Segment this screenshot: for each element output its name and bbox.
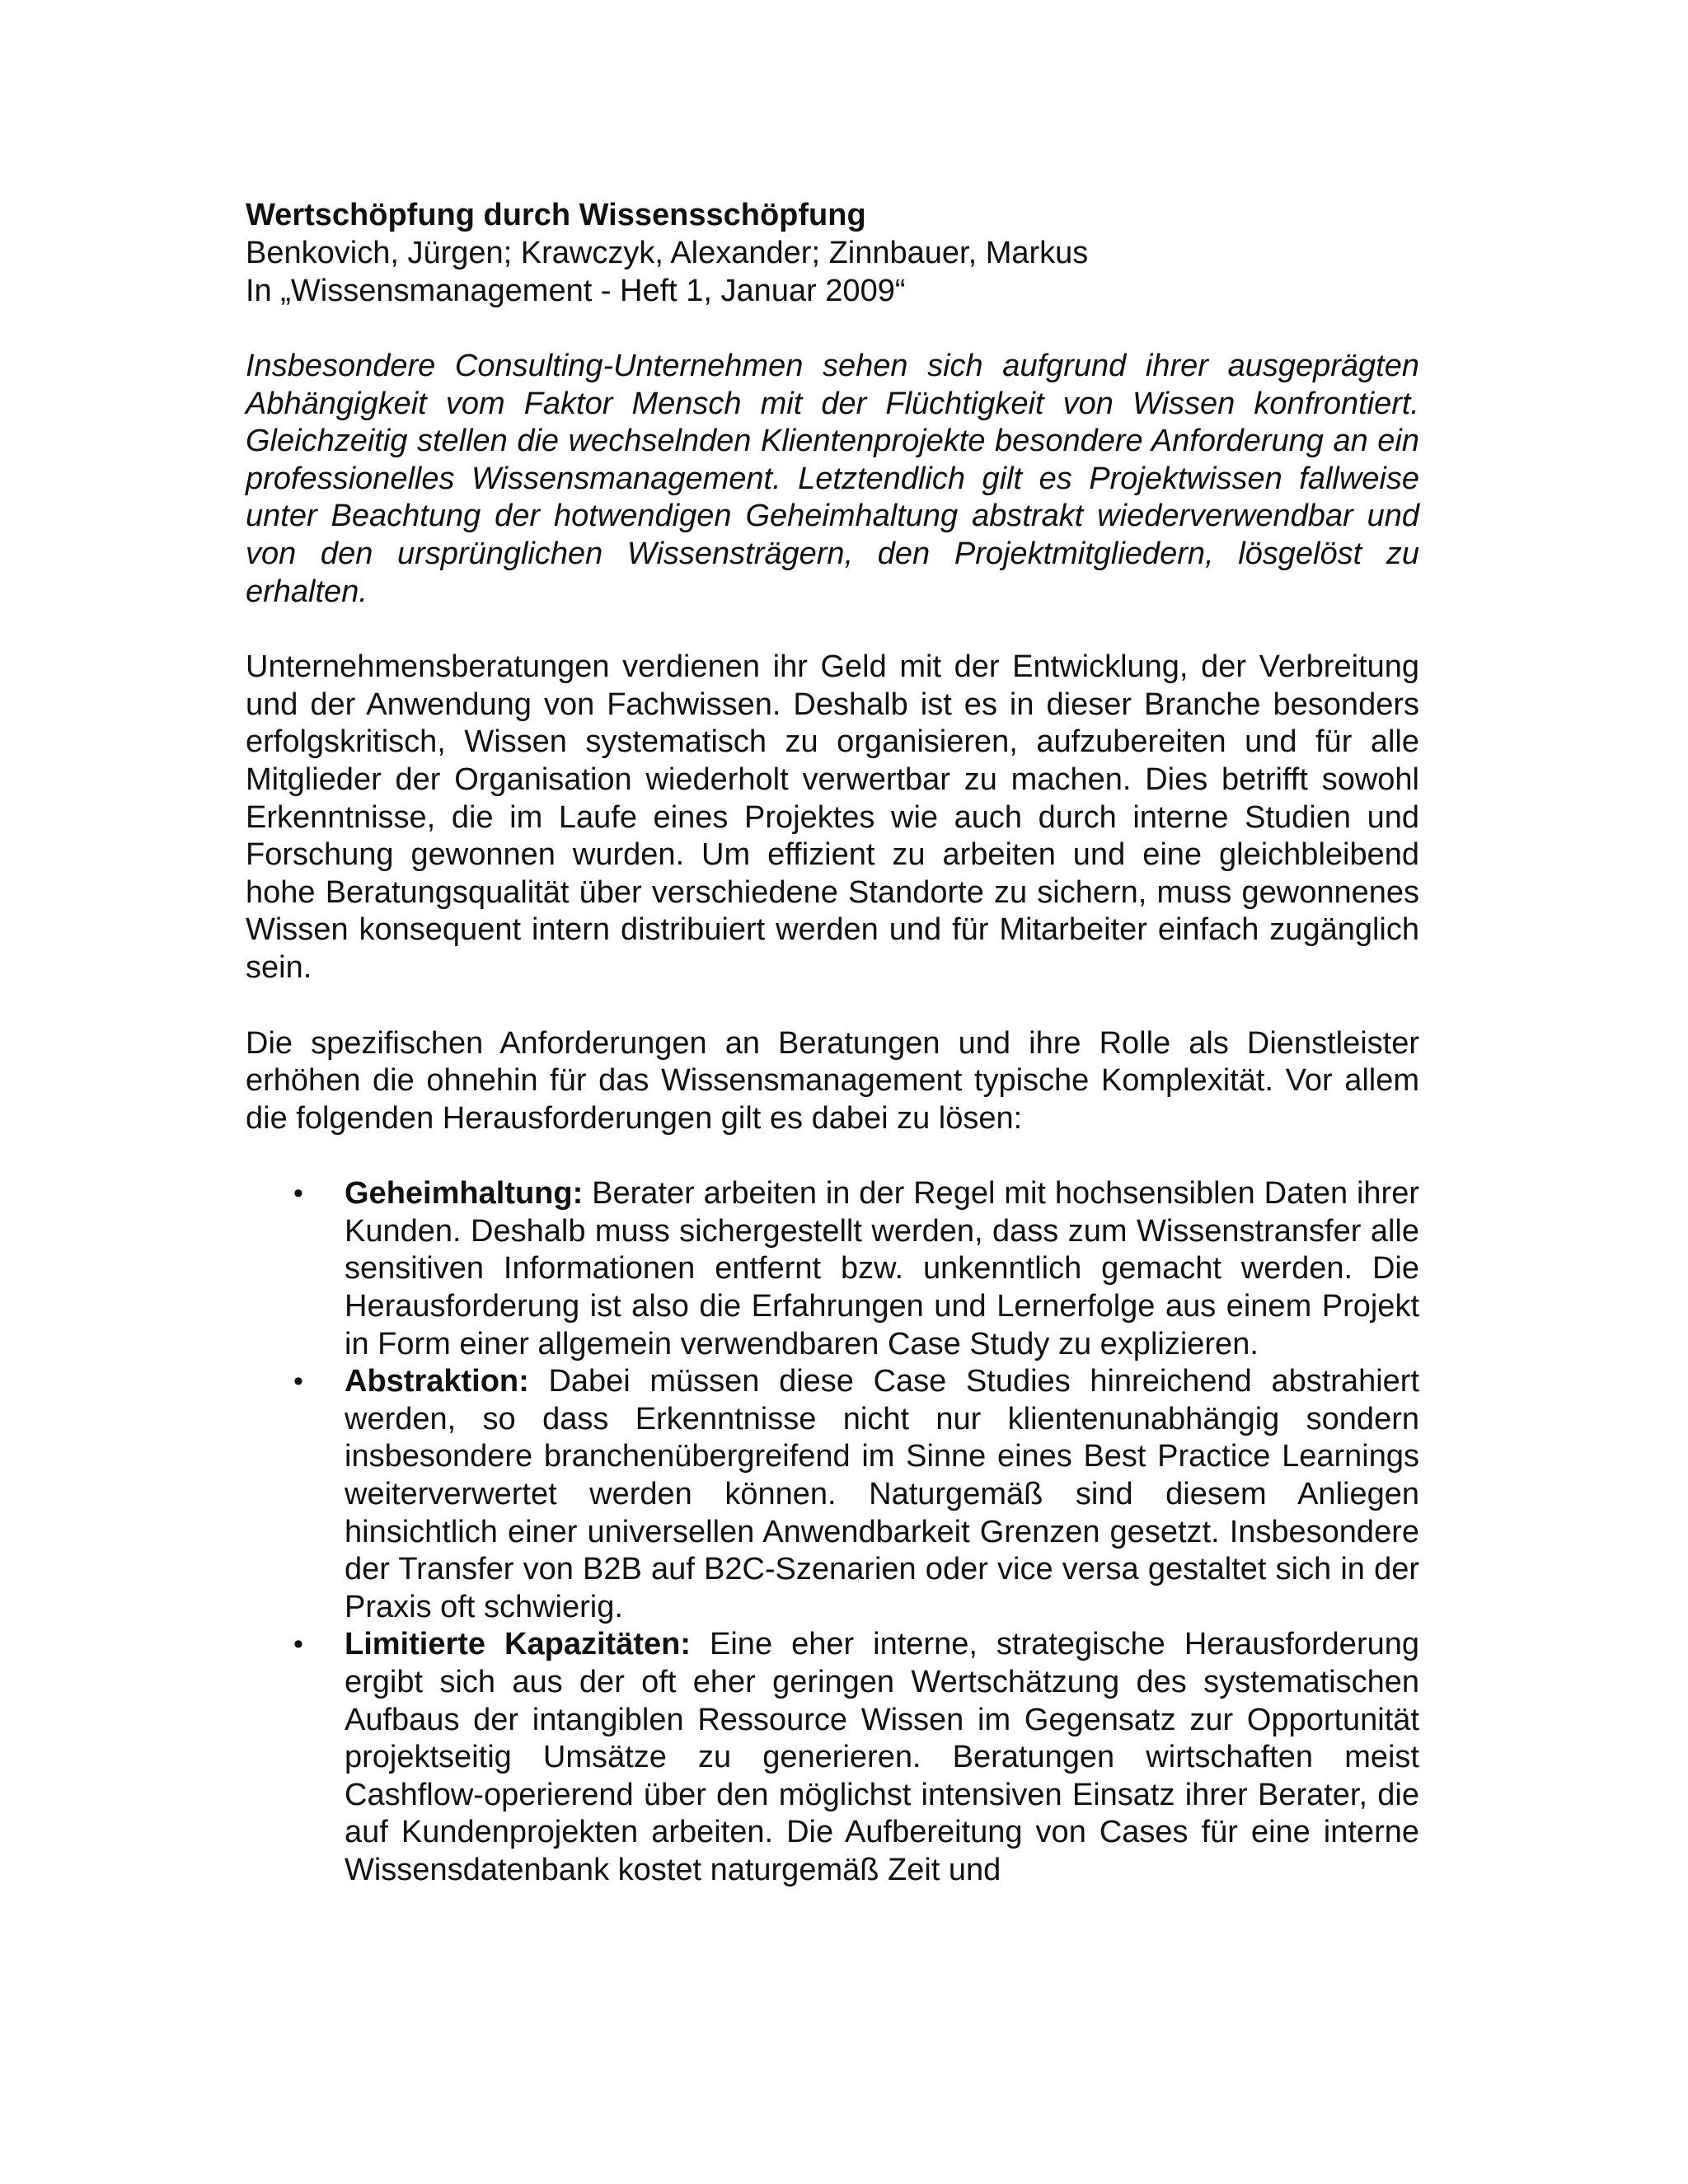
article-title: Wertschöpfung durch Wissensschöpfung <box>246 198 866 232</box>
challenge-term: Abstraktion: <box>345 1364 529 1399</box>
challenge-text: Eine eher interne, strategische Herausforderung ergibt sich aus der oft eher geringen Wertschätzung des systematischen Aufbaus der intangiblen Ressource Wissen im Gegensatz zur Opportunität projektseitig Umsätze zu generieren. Beratungen wirtschaften meist Cashflow-operierend über den möglichst intensiven Einsatz ihrer Berater, die auf Kundenprojekten arbeiten. Die Aufbereitung von Cases für eine interne Wissensdatenbank kostet naturgemäß Zeit und <box>345 1627 1419 1887</box>
challenge-item-abstraktion <box>246 1363 1419 1626</box>
bullet-icon: • <box>293 1366 303 1398</box>
challenge-item-geheimhaltung <box>246 1175 1419 1363</box>
challenge-term: Geheimhaltung: <box>345 1176 584 1212</box>
challenge-term: Limitierte Kapazitäten: <box>345 1627 691 1662</box>
article-authors: Benkovich, Jürgen; Krawczyk, Alexander; Zinnbauer, Markus <box>246 236 1089 270</box>
challenge-item-limitierte-kapazitaeten <box>246 1626 1419 1889</box>
bullet-icon: • <box>293 1178 303 1210</box>
bullet-icon: • <box>293 1629 303 1661</box>
body-paragraph: Die spezifischen Anforderungen an Beratungen und ihre Rolle als Dienstleister erhöhen die ohnehin für das Wissensmanagement typische Komplexität. Vor allem die folgenden Herausforderungen gilt es dabei zu lösen: <box>246 1025 1419 1136</box>
challenge-text: Dabei müssen diese Case Studies hinreichend abstrahiert werden, so dass Erkenntnisse nicht nur klientenunabhängig sondern insbesondere branchenübergreifend im Sinne eines Best Practice Learnings weiterverwertet werden können. Naturgemäß sind diesem Anliegen hinsichtlich einer universellen Anwendbarkeit Grenzen gesetzt. Insbesondere der Transfer von B2B auf B2C-Szenarien oder vice versa gestaltet sich in der Praxis oft schwierig. <box>345 1364 1420 1624</box>
challenge-text: Berater arbeiten in der Regel mit hochsensiblen Daten ihrer Kunden. Deshalb muss sichergestellt werden, dass zum Wissenstransfer alle sensitiven Informationen entfernt bzw. unkenntlich gemacht werden. Die Herausforderung ist also die Erfahrungen und Lernerfolge aus einem Projekt in Form einer allgemein verwendbaren Case Study zu explizieren. <box>345 1176 1419 1361</box>
lead-paragraph: Insbesondere Consulting-Unternehmen sehen sich aufgrund ihrer ausgeprägten Abhängigkeit vom Faktor Mensch mit der Flüchtigkeit von Wissen konfrontiert. Gleichzeitig stellen die wechselnden Klientenprojekte besondere Anforderung an ein professionelles Wissensmanagement. Letztendlich gilt es Projektwissen fallweise unter Beachtung der hotwendigen Geheimhaltung abstrakt wiederverwendbar und von den ursprünglichen Wissensträgern, den Projektmitgliedern, lösgelöst zu erhalten. <box>246 349 1419 609</box>
article-source: In „Wissensmanagement - Heft 1, Januar 2009“ <box>246 274 906 308</box>
challenge-list <box>246 1175 1419 1889</box>
body-paragraph: Unternehmensberatungen verdienen ihr Geld mit der Entwicklung, der Verbreitung und der Anwendung von Fachwissen. Deshalb ist es in dieser Branche besonders erfolgskritisch, Wissen systematisch zu organisieren, aufzubereiten und für alle Mitglieder der Organisation wiederholt verwertbar zu machen. Dies betrifft sowohl Erkenntnisse, die im Laufe eines Projektes wie auch durch interne Studien und Forschung gewonnen wurden. Um effizient zu arbeiten und eine gleichbleibend hohe Beratungsqualität über verschiedene Standorte zu sichern, muss gewonnenes Wissen konsequent intern distribuiert werden und für Mitarbeiter einfach zugänglich sein. <box>246 649 1419 985</box>
document-page <box>246 196 1419 1890</box>
